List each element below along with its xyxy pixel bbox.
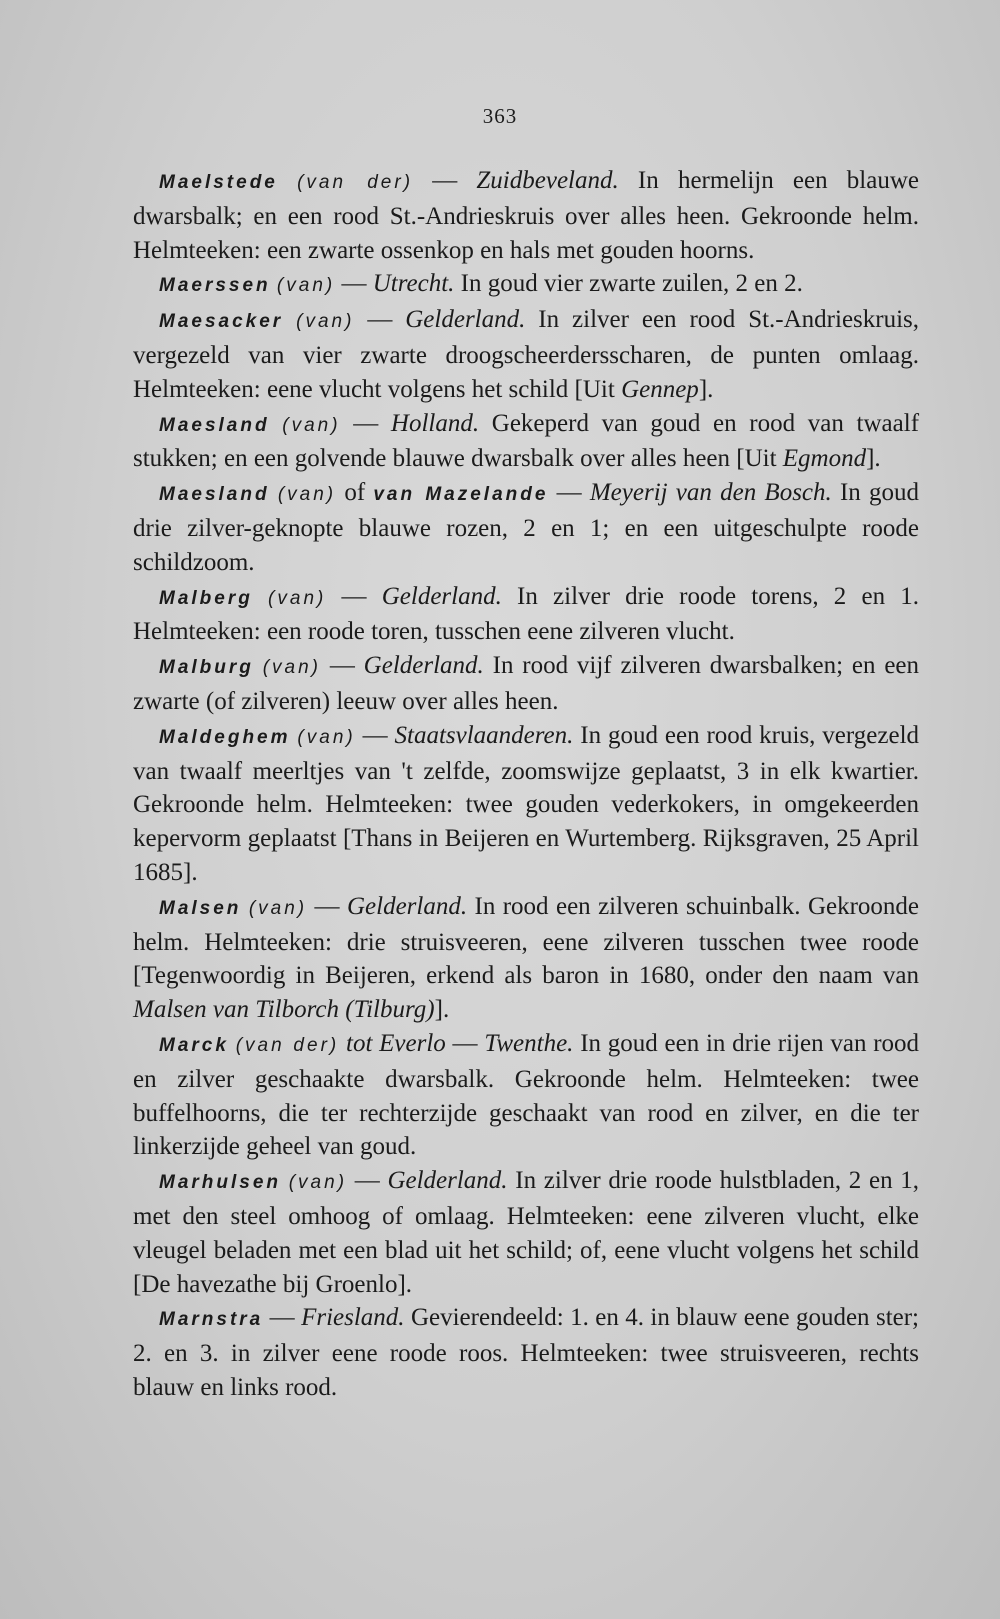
entry-malsen: Malsen (van) — Gelderland. In rood een zilveren schuinbalk. Gekroonde helm. Helmteeken: drie struisveeren, eene zilveren tusschen twee roode [Tegenwoordig in Beijeren, erkend als baron in 1680, onder den naam van Malsen van Tilborch (Tilburg)]. bbox=[133, 892, 920, 1024]
entry-reference: Gennep bbox=[621, 375, 699, 403]
entry-malberg: Malberg (van) — Gelderland. In zilver drie roode torens, 2 en 1. Helmteeken: een roode toren, tusschen eene zilveren vlucht. bbox=[133, 582, 920, 646]
entry-place: Holland. bbox=[390, 409, 480, 437]
entry-alt-name: van Mazelande bbox=[373, 484, 549, 506]
page-number: 363 bbox=[482, 104, 518, 128]
entry-tail: ]. bbox=[866, 445, 881, 473]
entry-place: Gelderland. bbox=[405, 306, 526, 334]
entry-particle: (van) bbox=[282, 414, 341, 436]
entry-particle: (van) bbox=[296, 311, 355, 333]
entry-text: In zilver drie roode torens, 2 en 1. Helmteeken: een roode toren, tusschen eene zilveren vlucht. bbox=[133, 582, 920, 646]
entry-text: In goud een rood kruis, vergezeld van twaalf meerltjes van 't zelfde, zoomswijze geplaatst, 3 in elk kwartier. Gekroonde helm. Helmteeken: twee gouden vederkokers, in omgekeerden kepervorm geplaatst [Thans in Beijeren en Wurtemberg. Rijksgraven, 25 April 1685]. bbox=[133, 721, 920, 886]
entry-maesland-mazelande: Maesland (van) of van Mazelande — Meyerij van den Bosch. In goud drie zilver-geknopte blauwe rozen, 2 en 1; en een uitgeschulpte roode schildzoom. bbox=[133, 479, 920, 576]
entry-text: In goud vier zwarte zuilen, 2 en 2. bbox=[454, 270, 803, 298]
entry-name: Maesacker bbox=[159, 311, 284, 333]
entry-name: Marhulsen bbox=[159, 1172, 282, 1194]
entry-name: Malburg bbox=[159, 657, 254, 679]
entry-maldeghem: Maldeghem (van) — Staatsvlaanderen. In goud een rood kruis, vergezeld van twaalf meerltjes van 't zelfde, zoomswijze geplaatst, 3 in elk kwartier. Gekroonde helm. Helmteeken: twee gouden vederkokers, in omgekeerden kepervorm geplaatst [Thans in Beijeren en Wurtemberg. Rijksgraven, 25 April 1685]. bbox=[133, 721, 920, 886]
entry-marck: Marck (van der) tot Everlo — Twenthe. In goud een in drie rijen van rood en zilver geschaakte dwarsbalk. Gekroonde helm. Helmteeken: twee buffelhoorns, die ter rechterzijde geschaakt van rood en zilver, en die ter linkerzijde geheel van goud. bbox=[133, 1029, 920, 1161]
entry-text: In zilver een rood St.-Andrieskruis, vergezeld van vier zwarte droogscheerdersscharen, de punten omlaag. Helmteeken: eene vlucht volgens het schild [Uit bbox=[133, 306, 920, 403]
entry-maelstede: Maelstede (van der) — Zuidbeveland. In hermelijn een blauwe dwarsbalk; en een rood St.-Andrieskruis over alles heen. Gekroonde helm. Helmteeken: een zwarte ossenkop en hals met gouden hoorns. bbox=[133, 167, 920, 264]
entry-text: Gekeperd van goud en rood van twaalf stukken; en een golvende blauwe dwarsbalk over alles heen [Uit bbox=[133, 409, 920, 473]
entry-place: Twenthe. bbox=[484, 1029, 574, 1057]
entry-tail: ]. bbox=[698, 375, 714, 403]
entry-reference: Malsen van Tilborch (Tilburg) bbox=[133, 996, 435, 1024]
entry-maesland: Maesland (van) — Holland. Gekeperd van goud en rood van twaalf stukken; en een golvende blauwe dwarsbalk over alles heen [Uit Egmond]. bbox=[133, 409, 920, 473]
entry-alt-name: tot Everlo bbox=[346, 1029, 446, 1057]
entry-place: Gelderland. bbox=[387, 1167, 508, 1195]
entry-name: Maesland bbox=[159, 484, 270, 506]
entry-text: In rood een zilveren schuinbalk. Gekroonde helm. Helmteeken: drie struisveeren, eene zilveren tusschen twee roode [Tegenwoordig in Beijeren, erkend als baron in 1680, onder den naam van bbox=[133, 892, 920, 990]
entry-connector: of bbox=[336, 479, 374, 507]
entry-text: In goud een in drie rijen van rood en zilver geschaakte dwarsbalk. Gekroonde helm. Helmteeken: twee buffelhoorns, die ter rechterzijde geschaakt van rood en zilver, en die ter linkerzijde geheel van goud. bbox=[133, 1029, 920, 1161]
entry-name: Marck bbox=[159, 1034, 229, 1056]
entry-text: In hermelijn een blauwe dwarsbalk; en een rood St.-Andrieskruis over alles heen. Gekroonde helm. Helmteeken: een zwarte ossenkop en hals met gouden hoorns. bbox=[133, 167, 920, 264]
entry-text: In goud drie zilver-geknopte blauwe rozen, 2 en 1; en een uitgeschulpte roode schildzoom. bbox=[133, 479, 920, 576]
entry-place: Gelderland. bbox=[346, 892, 468, 920]
entry-particle: (van der) bbox=[235, 1034, 340, 1056]
entry-place: Gelderland. bbox=[363, 652, 484, 680]
entry-reference: Egmond bbox=[782, 445, 867, 473]
entry-name: Malsen bbox=[159, 897, 242, 919]
entry-list bbox=[133, 164, 919, 1405]
entry-particle: (van) bbox=[248, 897, 308, 919]
entry-maesacker: Maesacker (van) — Gelderland. In zilver een rood St.-Andrieskruis, vergezeld van vier zwarte droogscheerdersscharen, de punten omlaag. Helmteeken: eene vlucht volgens het schild [Uit Gennep]. bbox=[133, 306, 920, 403]
entry-name: Maldeghem bbox=[159, 726, 291, 748]
entry-text: In zilver drie roode hulstbladen, 2 en 1, met den steel omhoog of omlaag. Helmteeken: eene zilveren vlucht, elke vleugel beladen met een blad uit het schild; of, eene vlucht volgens het schild [De havezathe bij Groenlo]. bbox=[133, 1167, 920, 1298]
entry-name: Marnstra bbox=[159, 1309, 264, 1331]
entry-place: Friesland. bbox=[301, 1304, 405, 1332]
entry-malburg: Malburg (van) — Gelderland. In rood vijf zilveren dwarsbalken; en een zwarte (of zilveren) leeuw over alles heen. bbox=[133, 652, 920, 715]
entry-particle: (van der) bbox=[297, 172, 414, 193]
entry-marhulsen: Marhulsen (van) — Gelderland. In zilver drie roode hulstbladen, 2 en 1, met den steel omhoog of omlaag. Helmteeken: eene zilveren vlucht, elke vleugel beladen met een blad uit het schild; of, eene vlucht volgens het schild [De havezathe bij Groenlo]. bbox=[133, 1167, 920, 1298]
entry-particle: (van) bbox=[276, 275, 336, 297]
entry-place: Staatsvlaanderen. bbox=[394, 721, 574, 749]
entry-tail: ]. bbox=[434, 996, 450, 1024]
entry-text: Gevierendeeld: 1. en 4. in blauw eene gouden ster; 2. en 3. in zilver eene roode roos. Helmteeken: twee struisveeren, rechts blauw en links rood. bbox=[133, 1304, 920, 1401]
entry-place: Gelderland. bbox=[381, 582, 502, 610]
entry-marnstra: Marnstra — Friesland. Gevierendeeld: 1. en 4. in blauw eene gouden ster; 2. en 3. in zilver eene roode roos. Helmteeken: twee struisveeren, rechts blauw en links rood. bbox=[133, 1304, 920, 1401]
entry-place: Zuidbeveland. bbox=[476, 167, 619, 194]
entry-connector bbox=[339, 1030, 346, 1057]
entry-particle: (van) bbox=[262, 657, 322, 679]
entry-particle: (van) bbox=[277, 484, 337, 506]
entry-place: Utrecht. bbox=[372, 270, 455, 298]
entry-name: Maerssen bbox=[159, 275, 271, 297]
entry-name: Maelstede bbox=[159, 172, 278, 193]
entry-particle: (van) bbox=[297, 726, 356, 748]
entry-particle: (van) bbox=[288, 1172, 348, 1194]
entry-particle: (van) bbox=[268, 587, 327, 609]
entry-name: Malberg bbox=[159, 587, 253, 609]
entry-maerssen: Maerssen (van) — Utrecht. In goud vier zwarte zuilen, 2 en 2. bbox=[159, 270, 803, 298]
entry-place: Meyerij van den Bosch. bbox=[589, 479, 832, 507]
entry-name: Maesland bbox=[159, 414, 270, 436]
entry-text: In rood vijf zilveren dwarsbalken; en een zwarte (of zilveren) leeuw over alles heen. bbox=[133, 652, 920, 715]
